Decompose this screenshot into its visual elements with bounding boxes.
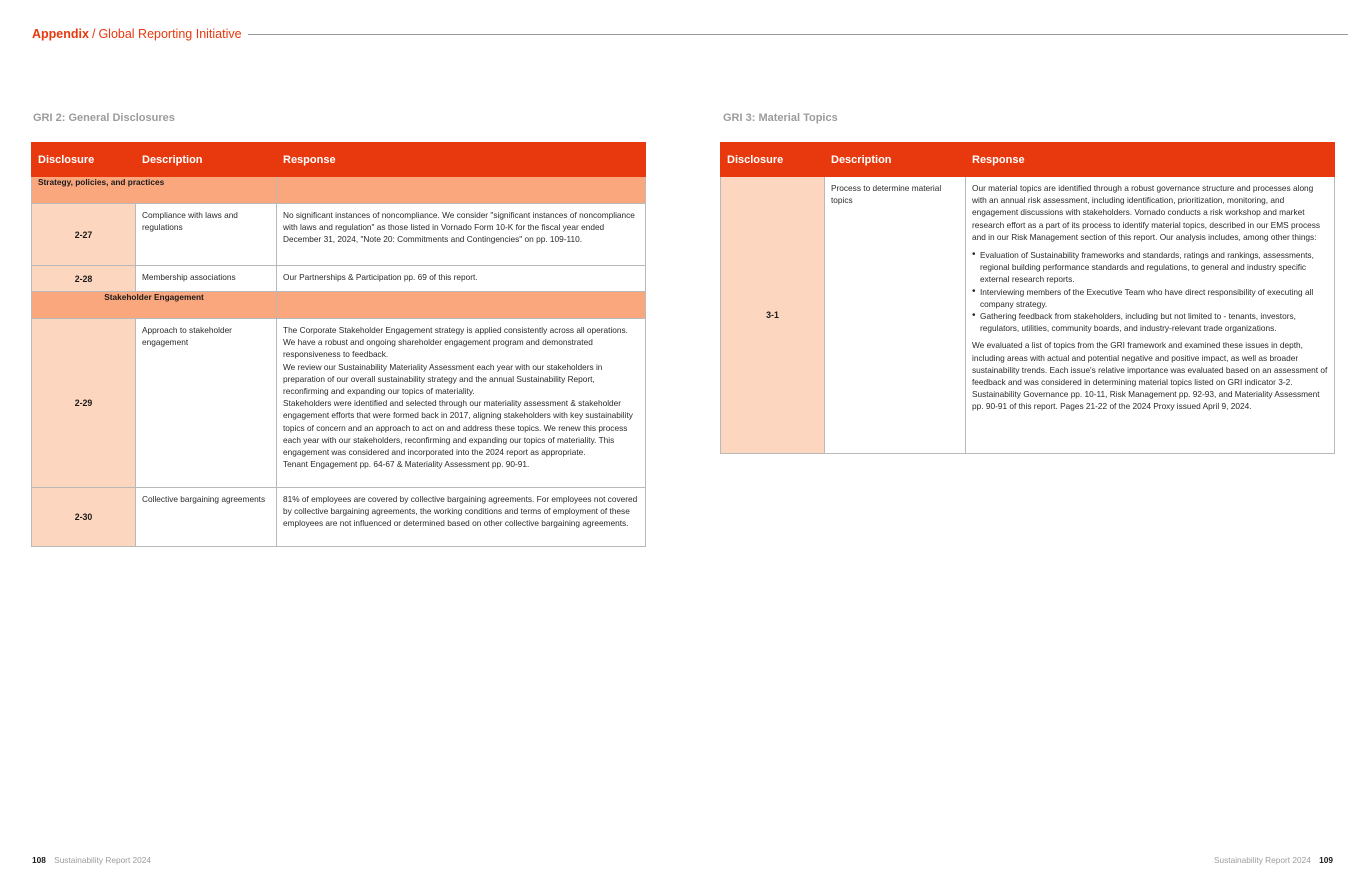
table-row — [32, 319, 646, 488]
disclosure-description: Process to determine material topics — [825, 177, 966, 454]
column-header-disclosure: Disclosure — [32, 143, 136, 177]
table-row — [32, 266, 646, 292]
response-outro: We evaluated a list of topics from the GRI framework and examined these issues in depth, including areas with actual and potential negative and positive impact, as well as broader sustainability trends. Each issue's relative importance was evaluated based on an assessment of feedback and was considered in determining material topics listed on GRI indicator 3-2. Sustainability Governance pp. 10-11, Risk Management pp. 92-93, and Materiality Assessment pp. 90-91 of this report. Pages 21-22 of the 2024 Proxy issued April 9, 2024. — [972, 340, 1328, 412]
disclosure-code: 2-29 — [32, 319, 136, 488]
category-row — [32, 177, 646, 204]
category-strategy-policies: Strategy, policies, and practices — [32, 177, 277, 204]
response-intro: Our material topics are identified through a robust governance structure and processes along with an annual risk assessment, including identification, prioritization, monitoring, and engagement discussions with stakeholders. Vornado conducts a risk workshop and market research effort as a part of its process to identify material topics, described in our EMS process and in our Risk Management section of this report. Our analysis includes, among other things: — [972, 183, 1321, 242]
column-header-description: Description — [825, 143, 966, 177]
table-row — [32, 488, 646, 547]
list-item: • Evaluation of Sustainability frameworks and standards, ratings and rankings, assessments, regional building performance standards and regulations, to general and industry specific external research reports. — [972, 249, 1328, 286]
page-number: 108 — [32, 855, 46, 865]
disclosure-code: 2-30 — [32, 488, 136, 547]
disclosure-response: The Corporate Stakeholder Engagement strategy is applied consistently across all operations. We have a robust and ongoing shareholder engagement program and demonstrated responsiveness to feedback. We review our Sustainability Materiality Assessment each year with our stakeholders in preparation of our overall sustainability strategy and the annual Sustainability Report, reconfirming and expanding our topics of materiality. Stakeholders were identified and selected through our materiality assessment & stakeholder engagement efforts that were formed back in 2017, aligning stakeholders with key sustainability topics of concern and an approach to act on and address these topics. We renew this process each year with our stakeholders, reconfirming and expanding our topics of materiality. This engagement was considered and incorporated into the 2024 report as appropriate. Tenant Engagement pp. 64-67 & Materiality Assessment pp. 90-91. — [283, 325, 633, 470]
list-item: • Interviewing members of the Executive Team who have direct responsibility of executing all company strategy. — [972, 286, 1328, 310]
disclosure-description: Approach to stakeholder engagement — [136, 319, 277, 488]
footer-report-label: Sustainability Report 2024 — [54, 855, 152, 865]
column-header-response: Response — [966, 143, 1335, 177]
category-stakeholder-engagement: Stakeholder Engagement — [32, 292, 277, 319]
disclosure-description: Collective bargaining agreements — [136, 488, 277, 547]
column-header-description: Description — [136, 143, 277, 177]
gri-2-title: GRI 2: General Disclosures — [33, 112, 175, 124]
table-row — [721, 177, 1335, 454]
footer-report-label: Sustainability Report 2024 — [1213, 855, 1311, 865]
response-bullet-list — [972, 249, 1328, 334]
footer-left — [32, 855, 151, 865]
page-header — [32, 26, 1348, 42]
gri-3-title: GRI 3: Material Topics — [723, 112, 838, 124]
page-number: 109 — [1319, 855, 1333, 865]
column-header-response: Response — [277, 143, 646, 177]
list-item: • Gathering feedback from stakeholders, including but not limited to - tenants, investors, regulators, utilities, community boards, and industry-relevant trade organizations. — [972, 310, 1328, 334]
footer-right — [1214, 855, 1333, 865]
disclosure-response: 81% of employees are covered by collective bargaining agreements. For employees not covered by collective bargaining agreements, the working conditions and terms of employment of these employees are not influenced or determined based on other collective bargaining agreements. — [277, 488, 646, 547]
table-row — [32, 204, 646, 266]
breadcrumb-separator: / — [91, 27, 96, 41]
table-header-row — [32, 143, 646, 177]
disclosure-description: Membership associations — [136, 266, 277, 292]
column-header-disclosure: Disclosure — [721, 143, 825, 177]
gri-3-table — [720, 142, 1335, 454]
disclosure-response: No significant instances of noncompliance. We consider "significant instances of noncompliance with laws and regulation" as those listed in Vornado Form 10-K for the fiscal year ended December 31, 2024, "Note 20: Commitments and Contingencies" on pp. 109-110. — [277, 204, 646, 266]
disclosure-code: 3-1 — [721, 177, 825, 454]
category-row — [32, 292, 646, 319]
disclosure-code: 2-28 — [32, 266, 136, 292]
breadcrumb-subsection[interactable]: Global Reporting Initiative — [98, 27, 242, 41]
table-header-row — [721, 143, 1335, 177]
disclosure-response: Our Partnerships & Participation pp. 69 of this report. — [277, 266, 646, 292]
disclosure-code: 2-27 — [32, 204, 136, 266]
disclosure-description: Compliance with laws and regulations — [136, 204, 277, 266]
header-divider — [248, 34, 1348, 35]
gri-2-table — [31, 142, 646, 547]
breadcrumb-section[interactable]: Appendix — [32, 27, 89, 41]
